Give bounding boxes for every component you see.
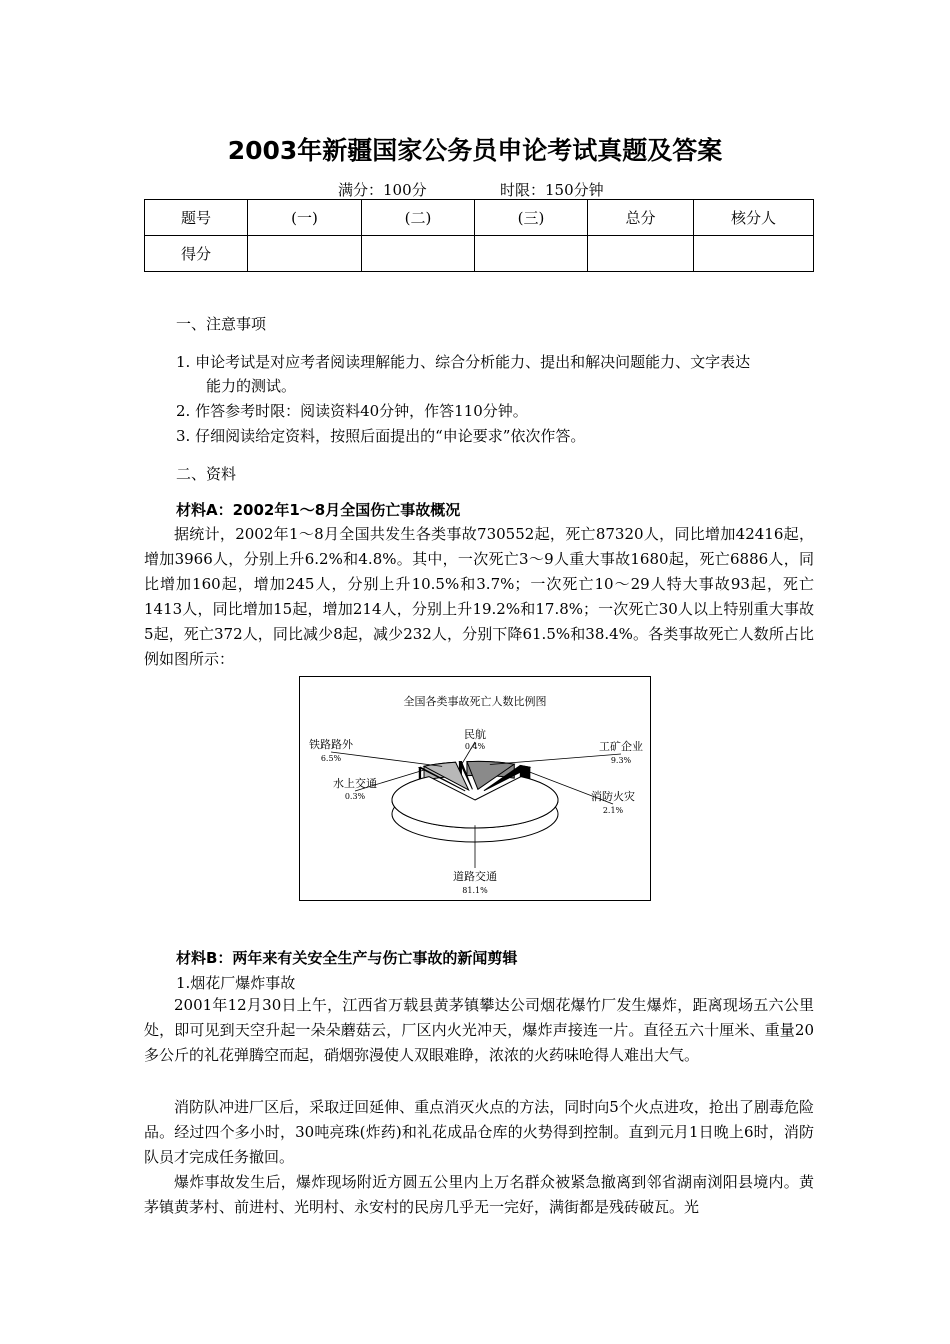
header-cell: (三) [475,200,588,236]
score-table-header-row [145,200,814,236]
score-cell [475,236,588,272]
slice-percent: 81.1% [462,886,488,895]
notice-item-1: 1. 申论考试是对应考者阅读理解能力、综合分析能力、提出和解决问题能力、文字表达 [176,353,751,371]
material-b-heading: 材料B：两年来有关安全生产与伤亡事故的新闻剪辑 [176,949,518,967]
material-b-paragraph-2: 消防队冲进厂区后，采取迂回延伸、重点消灭火点的方法，同时向5个火点进攻，抢出了剧毒危险品。经过四个多小时，30吨亮珠(炸药)和礼花成品仓库的火势得到控制。直到元月1日晚上6时，消防队员才完成任务撤回。 [144,1098,814,1166]
header-cell: (一) [248,200,362,236]
material-a-heading: 材料A：2002年1～8月全国伤亡事故概况 [176,501,461,519]
material-b-paragraph-3: 爆炸事故发生后，爆炸现场附近方圆五公里内上万名群众被紧急撤离到邻省湖南浏阳县境内。黄茅镇黄茅村、前进村、光明村、永安村的民房几乎无一完好，满街都是残砖破瓦。光 [144,1173,814,1216]
page-title: 2003年新疆国家公务员申论考试真题及答案 [227,136,723,165]
material-b-paragraph-1: 2001年12月30日上午，江西省万载县黄茅镇攀达公司烟花爆竹厂发生爆炸，距离现场五六公里处，即可见到天空升起一朵朵蘑菇云，厂区内火光冲天，爆炸声接连一片。直径五六十厘米、重量20多公斤的礼花弹腾空而起，硝烟弥漫使人双眼难睁，浓浓的火药味呛得人难出大气。 [144,996,814,1064]
chart-title: 全国各类事故死亡人数比例图 [403,695,547,708]
material-b-subheading: 1.烟花厂爆炸事故 [176,974,296,992]
row-label-cell: 得分 [145,236,248,272]
slice-percent: 6.5% [320,754,342,763]
notice-item-1-cont: 能力的测试。 [206,377,297,395]
header-cell: 核分人 [694,200,814,236]
slice-label: 铁路路外 [309,738,353,751]
material-a-paragraph: 据统计，2002年1～8月全国共发生各类事故730552起，死亡87320人，同比增加42416起，增加3966人，分别上升6.2%和4.8%。其中，一次死亡3～9人重大事故1680起，死亡6886人，同比增加160起，增加245人，分别上升10.5%和3.7%；一次死亡10～29人特大事故93起，死亡1413人，同比增加15起，增加214人，分别上升19.2%和17.8%；一次死亡30人以上特别重大事故5起，死亡372人，同比减少8起，减少232人，分别下降61.5%和38.4%。各类事故死亡人数所占比例如图所示： [144,525,814,668]
section-heading: 二、资料 [176,465,237,483]
slice-label: 民航 [464,728,486,741]
slice-label: 工矿企业 [599,740,643,753]
full-score: 满分：100分 [338,181,427,199]
slice-percent: 0.3% [344,792,366,801]
score-cell [694,236,814,272]
time-limit: 时限：150分钟 [500,181,604,199]
slice-percent: 9.3% [610,756,632,765]
header-cell: 总分 [588,200,694,236]
notice-item-2: 2. 作答参考时限：阅读资料40分钟，作答110分钟。 [176,402,528,420]
slice-label: 道路交通 [453,870,497,883]
header-cell: (二) [362,200,475,236]
score-table [144,199,814,272]
slice-percent: 2.1% [602,806,624,815]
score-cell [588,236,694,272]
slice-label: 水上交通 [333,777,377,790]
score-cell [362,236,475,272]
pie-chart [299,676,651,901]
header-cell: 题号 [145,200,248,236]
score-cell [248,236,362,272]
slice-percent: 0.4% [464,742,486,751]
notice-heading: 一、注意事项 [176,315,267,333]
notice-item-3: 3. 仔细阅读给定资料，按照后面提出的“申论要求”依次作答。 [176,427,586,445]
score-table-row [145,236,814,272]
slice-label: 消防火灾 [591,790,635,803]
